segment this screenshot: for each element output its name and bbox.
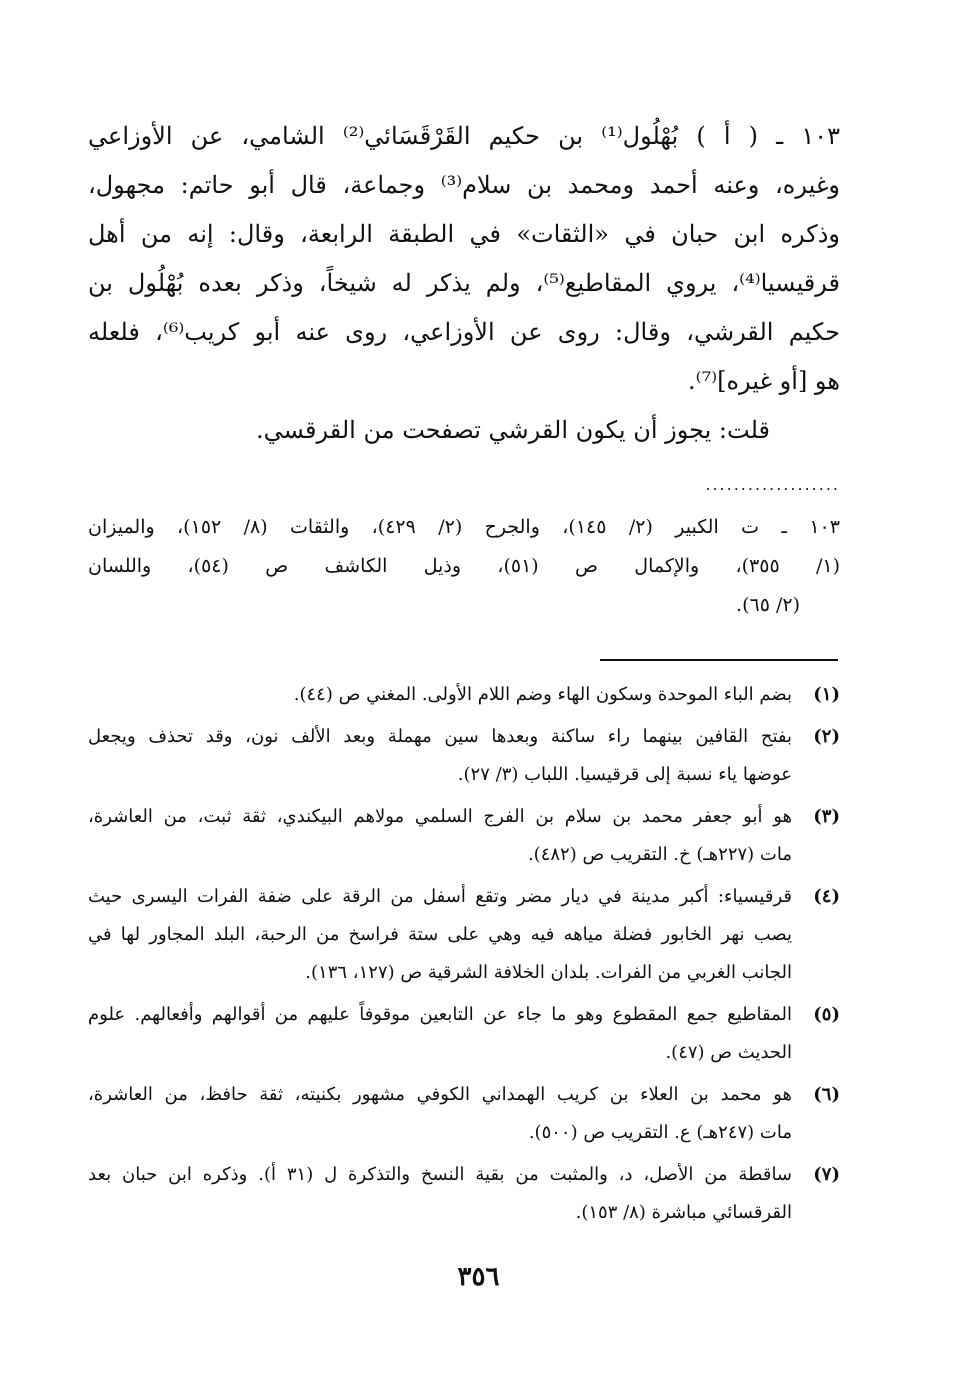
- footnote-line: مات (٢٤٧هـ) ع. التقريب ص (٥٠٠).: [528, 1122, 792, 1143]
- editor-comment: قلت: يجوز أن يكون القرشي تصفحت من القرقسي.: [255, 416, 770, 444]
- entry-line: حكيم القرشي، وقال: روى عن الأوزاعي، روى عنه أبو كريب⁽⁶⁾، فلعله: [88, 318, 840, 346]
- footnote-line: يصب نهر الخابور فضلة مياهه فيه وهي على ستة فراسخ من الرحبة، البلد المجاور لها في: [88, 924, 792, 945]
- entry-line: قرقيسيا⁽⁴⁾، يروي المقاطيع⁽⁵⁾، ولم يذكر له شيخاً، وذكر بعده بُهْلُول بن: [88, 269, 840, 297]
- footnote-line: الحديث ص (٤٧).: [665, 1042, 792, 1063]
- sources-line: (١/ ٣٥٥)، والإكمال ص (٥١)، وذيل الكاشف ص (٥٤)، واللسان: [88, 555, 840, 577]
- sources-line: ١٠٣ ـ ت الكبير (٢/ ١٤٥)، والجرح (٢/ ٤٢٩)، والثقات (٨/ ١٥٢)، والميزان: [88, 516, 840, 538]
- footnote: [88, 798, 840, 874]
- footnote: [88, 676, 840, 714]
- footnote-line: هو محمد بن العلاء بن كريب الهمداني الكوفي مشهور بكنيته، ثقة حافظ، من العاشرة،: [88, 1084, 792, 1105]
- footnote-line: مات (٢٢٧هـ) خ. التقريب ص (٤٨٢).: [527, 844, 792, 865]
- footnote-line: الجانب الغربي من الفرات. بلدان الخلافة الشرقية ص (١٢٧، ١٣٦).: [305, 962, 792, 983]
- footnote-number: (١): [813, 684, 840, 705]
- footnote-line: قرقيسياء: أكبر مدينة في ديار مضر وتقع أسفل من الرقة على ضفة الفرات اليسرى حيث: [88, 886, 792, 907]
- sources-block: [88, 508, 840, 625]
- footnote: [88, 1076, 840, 1152]
- footnote-number: (٤): [813, 886, 840, 907]
- footnote: [88, 1156, 840, 1232]
- footnote-line: المقاطيع جمع المقطوع وهو ما جاء عن التابعين موقوفاً عليهم من أقوالهم وأفعالهم. علوم: [88, 1004, 792, 1025]
- footnotes: [88, 676, 840, 1236]
- entry-line: هو [أو غيره]⁽⁷⁾.: [688, 367, 840, 395]
- entry-line: وغيره، وعنه أحمد ومحمد بن سلام⁽³⁾ وجماعة، قال أبو حاتم: مجهول،: [88, 171, 840, 199]
- sources-line: (٢/ ٦٥).: [736, 594, 800, 616]
- page-number: ٣٥٦: [457, 1262, 500, 1292]
- footnote: [88, 878, 840, 992]
- footnote-number: (٥): [813, 1004, 840, 1025]
- dotted-separator: ...................: [705, 480, 840, 490]
- entry-line: وذكره ابن حبان في «الثقات» في الطبقة الرابعة، وقال: إنه من أهل: [88, 220, 840, 248]
- footnote-line: هو أبو جعفر محمد بن سلام بن الفرج السلمي مولاهم البيكندي، ثقة ثبت، من العاشرة،: [88, 806, 792, 827]
- footnote-line: عوضها ياء نسبة إلى قرقيسيا. اللباب (٣/ ٢٧).: [457, 764, 792, 785]
- footnote-number: (٦): [813, 1084, 840, 1105]
- footnote: [88, 996, 840, 1072]
- footnote-rule: [600, 659, 838, 661]
- footnote-line: القرقسائي مباشرة (٨/ ١٥٣).: [575, 1202, 792, 1223]
- footnote-number: (٧): [813, 1164, 840, 1185]
- footnote-number: (٢): [813, 726, 840, 747]
- entry-line: ١٠٣ ـ ( أ ) بُهْلُول⁽¹⁾ بن حكيم القَرْقَسَائي⁽²⁾ الشامي، عن الأوزاعي: [88, 122, 840, 150]
- footnote-number: (٣): [813, 806, 840, 827]
- footnote-line: بفتح القافين بينهما راء ساكنة وبعدها سين مهملة وبعد الألف نون، وقد تحذف ويجعل: [88, 726, 792, 747]
- footnote: [88, 718, 840, 794]
- main-entry: [88, 112, 840, 455]
- footnote-line: بضم الباء الموحدة وسكون الهاء وضم اللام الأولى. المغني ص (٤٤).: [293, 684, 792, 705]
- footnote-line: ساقطة من الأصل، د، والمثبت من بقية النسخ والتذكرة ل (٣١ أ). وذكره ابن حبان بعد: [88, 1164, 792, 1185]
